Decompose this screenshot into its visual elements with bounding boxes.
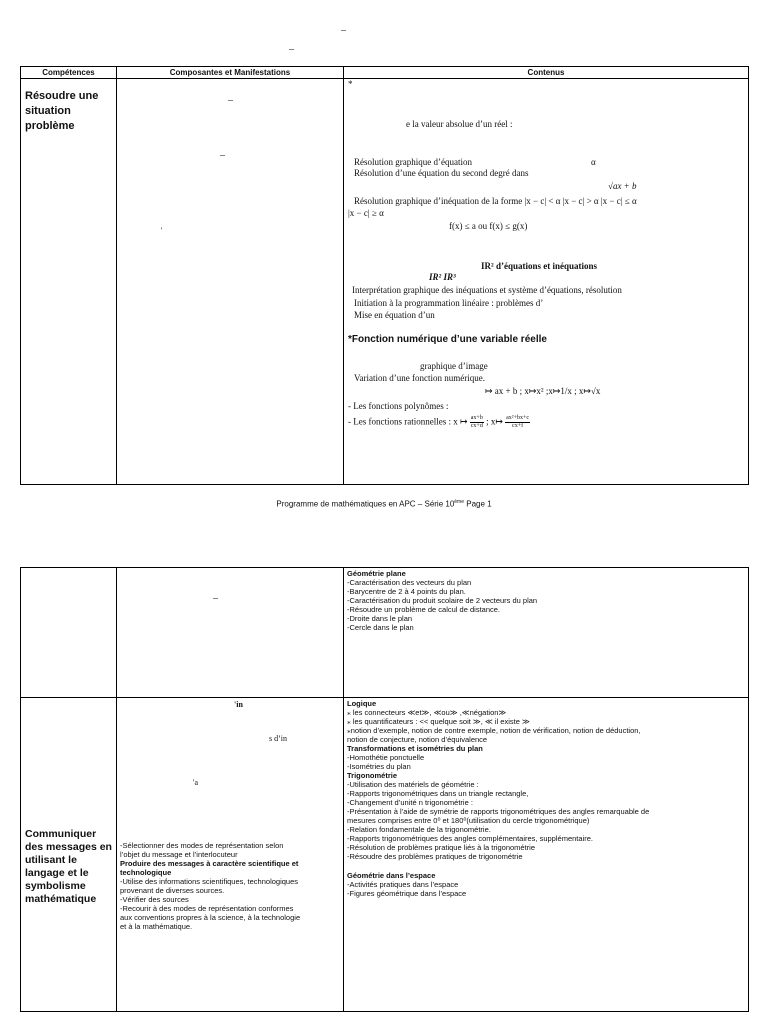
header-composantes: Composantes et Manifestations [117,67,344,79]
competence-title-communiquer: Communiquer des messages en utilisant le langage et le symbolisme mathématique [25,828,112,905]
competence-table-1 [20,66,749,485]
composantes-bold: Produire des messages à caractère scientifique et technologique [120,859,299,877]
composantes-line: -Vérifier des sources [120,895,189,904]
list-item: -Barycentre de 2 à 4 points du plan. [347,587,466,596]
list-item: -Figures géométrique dans l’espace [347,889,467,898]
content-sqrt: √ax + b [608,181,637,191]
content-res-second: Résolution d’une équation du second degré dans [354,168,529,178]
content-rationals: - Les fonctions rationnelles : x ↦ [348,416,468,427]
content-ineq-2: |x − c| ≥ α [348,208,384,218]
rational-fraction-1 [470,415,484,430]
section-title-espace: Géométrie dans l’espace [347,871,436,880]
fraction-2-numerator: ax²+bx+c [506,415,530,421]
mid-mark-3: ' [161,226,163,235]
list-item: mesures comprises entre 0⁰ et 180⁰(utilisation du cercle trigonométrique) [347,816,590,825]
list-item: -Résolution de problèmes pratique liés à la trigonométrie [347,843,536,852]
mid-mark-a: 'a [193,778,198,787]
content-variation: Variation d’une fonction numérique. [354,373,485,383]
section-title-trigonometrie: Trigonométrie [347,771,398,780]
list-item: -Utilisation des matériels de géométrie : [347,780,479,789]
list-item: notion de conjecture, notion d’équivalence [347,735,488,744]
list-item: ⁎ les connecteurs ≪et≫, ≪ou≫ ,≪négation≫ [347,708,507,717]
mid-mark-in: 'in [234,700,243,709]
list-item: -Changement d’unité n trigonométrie : [347,798,473,807]
contenus-cell [344,79,749,485]
list-item: -Cercle dans le plan [347,623,414,632]
composantes-line: -Utilise des informations scientifiques, technologiques [120,877,299,886]
list-item: -Homothétie ponctuelle [347,753,425,762]
list-item: -Résoudre des problèmes pratiques de trigonométrie [347,852,523,861]
page-footer [0,499,768,509]
footer-sup: ème [454,499,465,505]
content-res-graph: Résolution graphique d’équation [354,157,472,167]
rational-separator: ; x↦ [486,416,503,427]
composantes-line: aux conventions propres à la science, à la technologie [120,913,301,922]
list-item: -Résoudre un problème de calcul de distance. [347,605,501,614]
list-item: -Activités pratiques dans l’espace [347,880,459,889]
list-item: -Rapports trigonométriques des angles complémentaires, supplémentaire. [347,834,593,843]
section-title-logique: Logique [347,699,377,708]
content-fn-list: ↦ ax + b ; x↦x² ;x↦1/x ; x↦√x [485,386,601,396]
list-item: -Droite dans le plan [347,614,413,623]
content-ineq: Résolution graphique d’inéquation de la forme |x − c| < α |x − c| > α |x − c| ≤ α [354,196,637,206]
content-ir2-title: IR² d’équations et inéquations [481,261,597,271]
mid-mark-geo: – [213,593,218,604]
fraction-1-numerator: ax+b [470,415,483,421]
list-item: -Présentation à l’aide de symétrie de rapports trigonométriques des angles remarquable de [347,807,650,816]
list-item: -Rapports trigonométriques dans un triangle rectangle, [347,789,529,798]
list-item: -Caractérisation du produit scolaire de 2 vecteurs du plan [347,596,538,605]
list-item: ⁎notion d’exemple, notion de contre exemple, notion de vérification, notion de déduction, [347,726,641,735]
top-mark-1: – [341,25,346,36]
composantes-cell-geometrie [117,568,344,698]
fraction-1-denominator: cx+d [470,423,483,429]
list-item: -Isométries du plan [347,762,411,771]
section-title-transformations: Transformations et isométries du plan [347,744,483,753]
rational-fraction-2 [505,415,530,430]
header-competences: Compétences [21,67,117,79]
competence-table-2 [20,567,749,1012]
content-ir-pair: IR² IR³ [429,272,456,282]
competence-title: Résoudre une situation problème [25,90,99,132]
competence-cell-communiquer [21,698,117,1012]
content-fx: f(x) ≤ a ou f(x) ≤ g(x) [449,221,528,231]
content-fn-title: *Fonction numérique d’une variable réelle [348,334,547,345]
content-star: * [348,79,353,89]
composantes-text [120,841,340,931]
fraction-2-denominator: cx+f [512,423,524,429]
table-row-geometrie [21,568,749,698]
composantes-cell [117,79,344,485]
competence-cell-empty [21,568,117,698]
content-mise: Mise en équation d’un [354,310,435,320]
composantes-line: -Recourir à des modes de représentation conformes [120,904,294,913]
composantes-cell-communiquer [117,698,344,1012]
mid-mark-1: – [228,95,233,106]
header-contenus: Contenus [344,67,749,79]
competence-cell [21,79,117,485]
composantes-line: -Sélectionner des modes de représentation selon [120,841,284,850]
table-header-row [21,67,749,79]
section-title-geometrie: Géométrie plane [347,569,406,578]
content-alpha: α [591,157,596,167]
list-item: -Relation fondamentale de la trigonométrie. [347,825,491,834]
content-interp: Interprétation graphique des inéquations et système d’équations, résolution [352,285,622,295]
table-row-resoudre [21,79,749,485]
composantes-line: l’objet du message et l’interlocuteur [120,850,238,859]
contenus-cell-communiquer [344,698,749,1012]
list-item: ⁎ les quantificateurs : << quelque soit ≫, ≪ il existe ≫ [347,717,530,726]
list-item: -Caractérisation des vecteurs du plan [347,578,472,587]
footer-page: Page 1 [464,499,492,509]
content-abs-value: e la valeur absolue d’un réel : [406,119,513,129]
content-graph-img: graphique d’image [420,361,488,371]
top-mark-2: – [289,44,294,55]
mid-mark-sdin: s d’in [269,734,287,743]
content-polys: - Les fonctions polynômes : [348,401,449,411]
contenus-cell-geometrie [344,568,749,698]
content-rationals-line [348,415,530,430]
content-init: Initiation à la programmation linéaire : problèmes d’ [354,298,544,308]
composantes-line: provenant de diverses sources. [120,886,225,895]
composantes-line: et à la mathématique. [120,922,193,931]
footer-text: Programme de mathématiques en APC – Série 10 [276,499,455,509]
mid-mark-2: – [220,150,225,161]
table-row-communiquer [21,698,749,1012]
